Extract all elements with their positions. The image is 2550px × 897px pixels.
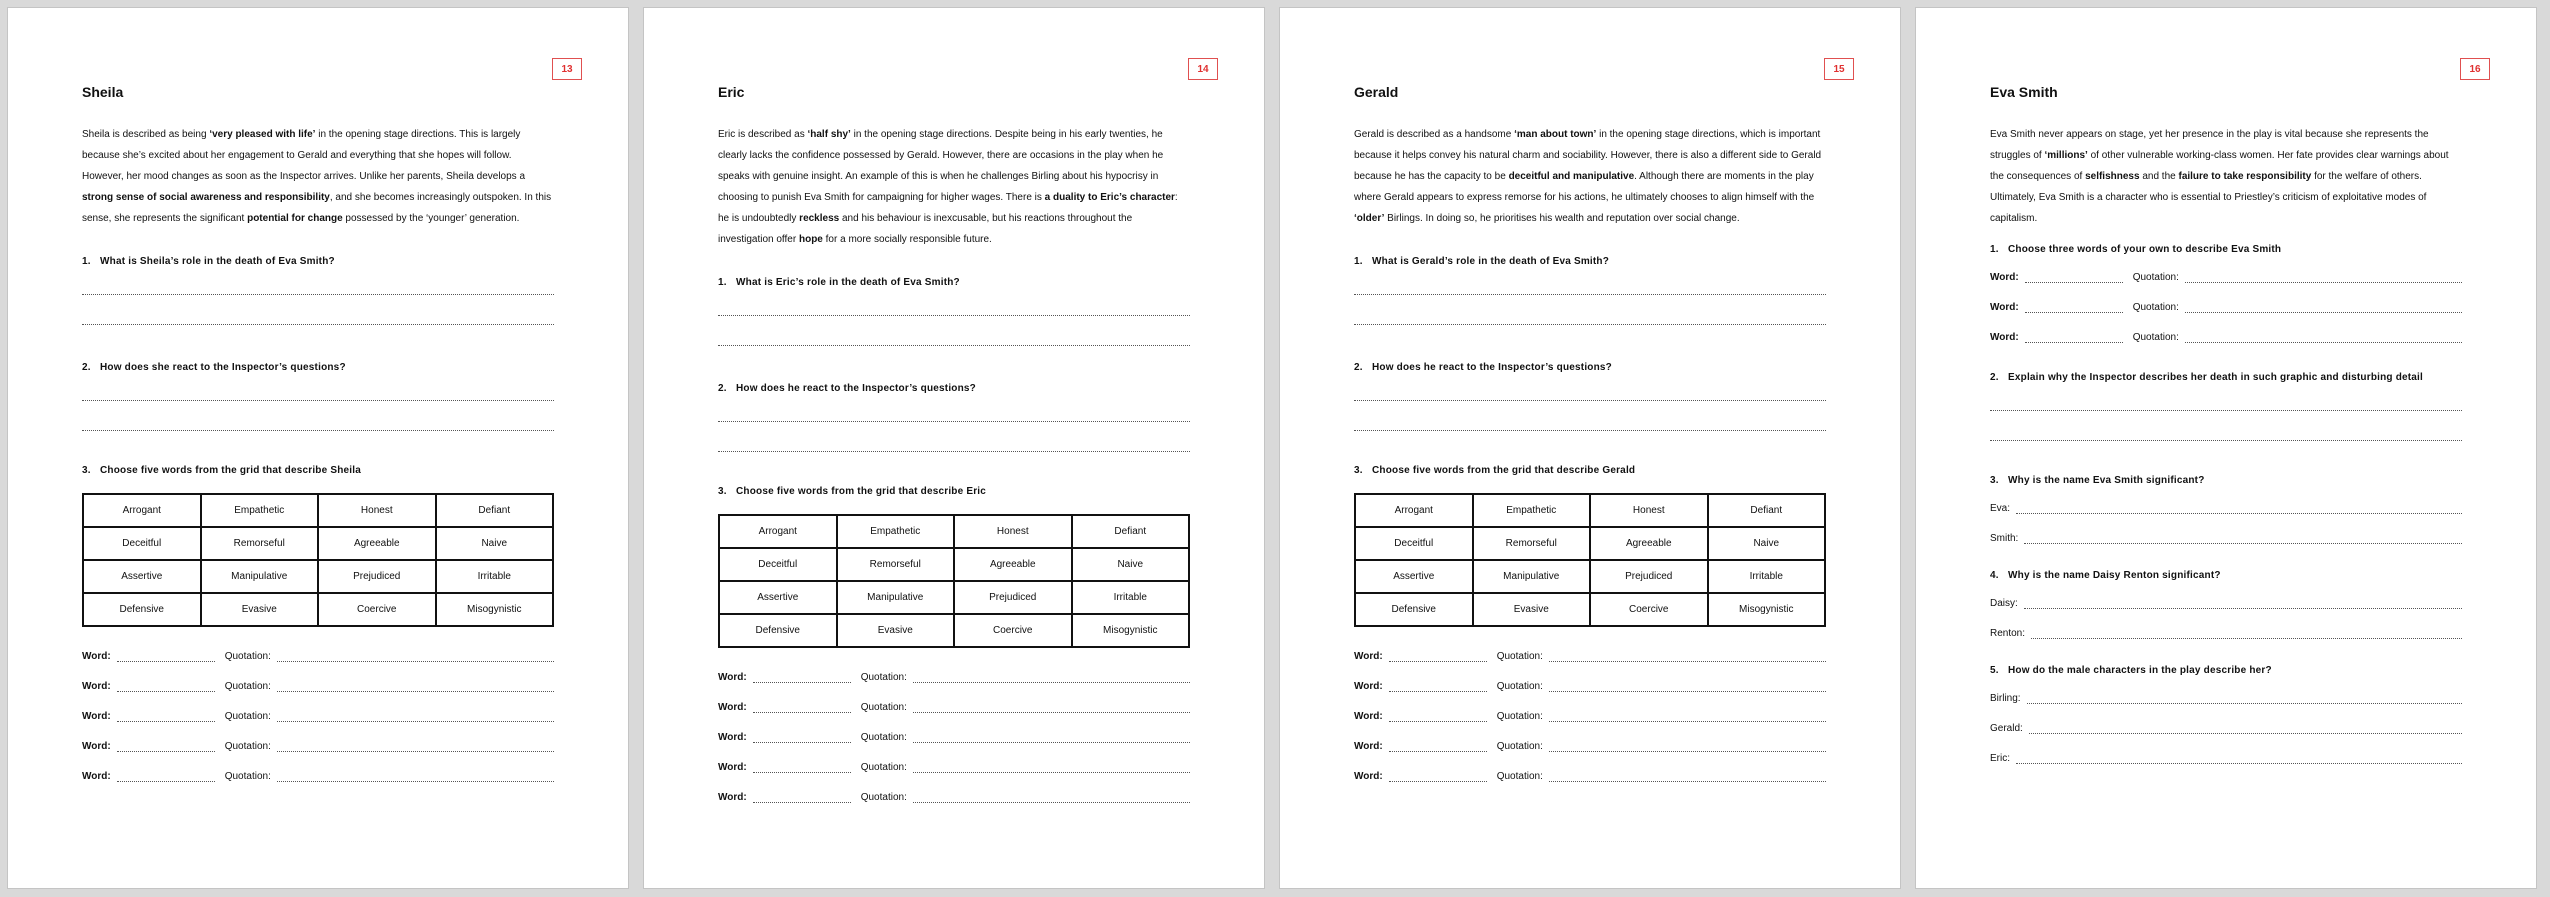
grid-word-cell[interactable]: Remorseful (201, 527, 319, 560)
page-number: 15 (1824, 58, 1854, 80)
word-label: Word: (718, 672, 747, 683)
word-answer-line[interactable] (753, 674, 851, 683)
word-quotation-row (1354, 740, 1826, 752)
answer-line[interactable] (1354, 400, 1826, 401)
quotation-answer-line[interactable] (277, 683, 554, 692)
grid-word-cell[interactable]: Misogynistic (1072, 614, 1190, 647)
intro-text: in the opening stage directions. This is largely because she’s excited about her engagement to Gerald and everything that she hopes will follow. However, her mood changes as soon as the Inspector arrives. Unlike her parents, Sheila develops a (82, 129, 526, 182)
labelled-answer-row (1990, 752, 2462, 764)
quotation-answer-line[interactable] (277, 653, 554, 662)
grid-word-cell[interactable]: Deceitful (83, 527, 201, 560)
question-number: 2. (718, 383, 727, 394)
question-text: How does he react to the Inspector’s questions? (1372, 362, 1612, 373)
answer-line[interactable] (82, 430, 554, 431)
word-label: Word: (1990, 302, 2019, 313)
grid-word-cell[interactable]: Arrogant (83, 494, 201, 527)
quotation-label: Quotation: (2132, 272, 2179, 283)
grid-word-cell[interactable]: Coercive (954, 614, 1072, 647)
grid-word-cell[interactable]: Remorseful (837, 548, 955, 581)
question-number: 4. (1990, 570, 1999, 581)
quotation-label: Quotation: (224, 711, 271, 722)
grid-word-cell[interactable]: Arrogant (1355, 494, 1473, 527)
character-title: Eva Smith (1990, 84, 2058, 100)
grid-row (83, 527, 553, 560)
quotation-label: Quotation: (224, 771, 271, 782)
intro-text: , and she becomes increasingly outspoken. In this sense, she represents the significant (82, 192, 552, 224)
grid-word-cell[interactable]: Assertive (719, 581, 837, 614)
question-name-eva-smith (1990, 475, 2462, 486)
page-eric (644, 8, 1264, 888)
grid-word-cell[interactable]: Coercive (1590, 593, 1708, 626)
question-number: 3. (718, 486, 727, 497)
word-label: Word: (1354, 711, 1383, 722)
word-label: Word: (1354, 741, 1383, 752)
grid-word-cell[interactable]: Naive (1708, 527, 1826, 560)
intro-text: and his behaviour is inexcusable, but his reactions throughout the investigation offer (718, 213, 1133, 245)
labelled-answer-row (1990, 692, 2462, 704)
question-text: Choose five words from the grid that describe Gerald (1372, 465, 1636, 476)
grid-row (719, 614, 1189, 647)
word-answer-line[interactable] (117, 683, 215, 692)
question-number: 1. (718, 277, 727, 288)
word-quotation-row (718, 671, 1190, 683)
character-intro (82, 124, 554, 229)
quotation-label: Quotation: (2132, 332, 2179, 343)
word-answer-line[interactable] (1389, 653, 1487, 662)
grid-word-cell[interactable]: Irritable (1072, 581, 1190, 614)
quotation-answer-line[interactable] (277, 713, 554, 722)
quotation-answer-line[interactable] (2185, 304, 2462, 313)
grid-word-cell[interactable]: Manipulative (837, 581, 955, 614)
word-answer-line[interactable] (2025, 304, 2123, 313)
character-intro (718, 124, 1190, 250)
answer-line[interactable] (2031, 630, 2462, 639)
word-label: Word: (1354, 771, 1383, 782)
answer-line[interactable] (1354, 430, 1826, 431)
quotation-answer-line[interactable] (277, 773, 554, 782)
word-label: Word: (82, 651, 111, 662)
quotation-label: Quotation: (1496, 711, 1543, 722)
intro-text: . Although there are moments in the play where Gerald appears to express remorse for his actions, he ultimately chooses to align himself with the (1354, 171, 1815, 203)
answer-label: Eva: (1990, 503, 2011, 514)
word-label: Word: (718, 702, 747, 713)
question-text: How do the male characters in the play describe her? (2008, 665, 2272, 676)
emphasis-text: strong sense of social awareness and responsibility (82, 192, 330, 203)
grid-row (1355, 494, 1825, 527)
question-role (82, 256, 554, 267)
word-quotation-row (1354, 710, 1826, 722)
quotation-answer-line[interactable] (913, 674, 1190, 683)
page-number: 14 (1188, 58, 1218, 80)
word-answer-line[interactable] (1389, 773, 1487, 782)
grid-word-cell[interactable]: Agreeable (1590, 527, 1708, 560)
question-number: 1. (1354, 256, 1363, 267)
emphasis-text: ‘man about town’ (1514, 129, 1597, 140)
question-text: Choose three words of your own to describe Eva Smith (2008, 244, 2282, 255)
question-text: What is Gerald’s role in the death of Eva Smith? (1372, 256, 1610, 267)
word-quotation-row (82, 680, 554, 692)
word-answer-line[interactable] (1389, 743, 1487, 752)
quotation-label: Quotation: (224, 651, 271, 662)
word-answer-line[interactable] (753, 734, 851, 743)
answer-label: Smith: (1990, 533, 2019, 544)
page-eva-smith (1916, 8, 2536, 888)
page-number: 16 (2460, 58, 2490, 80)
quotation-label: Quotation: (224, 681, 271, 692)
question-own-words (1990, 244, 2462, 255)
emphasis-text: hope (798, 234, 823, 245)
grid-row (719, 548, 1189, 581)
question-text: Why is the name Eva Smith significant? (2008, 475, 2205, 486)
emphasis-text: ‘very pleased with life’ (209, 129, 316, 140)
answer-line[interactable] (1990, 440, 2462, 441)
quotation-answer-line[interactable] (1549, 773, 1826, 782)
word-quotation-row (1354, 650, 1826, 662)
answer-line[interactable] (1354, 324, 1826, 325)
quotation-answer-line[interactable] (913, 764, 1190, 773)
quotation-label: Quotation: (1496, 681, 1543, 692)
word-answer-line[interactable] (2025, 274, 2123, 283)
word-answer-line[interactable] (1389, 683, 1487, 692)
grid-word-cell[interactable]: Defensive (1355, 593, 1473, 626)
page-gerald (1280, 8, 1900, 888)
word-quotation-row (718, 731, 1190, 743)
grid-word-cell[interactable]: Defiant (436, 494, 554, 527)
grid-word-cell[interactable]: Evasive (1473, 593, 1591, 626)
intro-text: Gerald is described as a handsome (1354, 129, 1515, 140)
answer-line[interactable] (2016, 505, 2462, 514)
question-reaction (82, 362, 554, 373)
question-number: 3. (1354, 465, 1363, 476)
word-answer-line[interactable] (2025, 334, 2123, 343)
emphasis-text: ‘millions’ (2044, 150, 2088, 161)
question-number: 1. (1990, 244, 1999, 255)
grid-word-cell[interactable]: Defiant (1072, 515, 1190, 548)
word-label: Word: (82, 741, 111, 752)
intro-text: of other vulnerable working-class women. Her fate provides clear warnings about the consequences of (1990, 150, 2449, 182)
question-choose-words (1354, 465, 1826, 476)
character-title: Gerald (1354, 84, 1399, 100)
grid-word-cell[interactable]: Naive (436, 527, 554, 560)
quotation-label: Quotation: (860, 732, 907, 743)
word-label: Word: (1990, 272, 2019, 283)
word-answer-line[interactable] (753, 794, 851, 803)
answer-line[interactable] (718, 345, 1190, 346)
grid-word-cell[interactable]: Honest (954, 515, 1072, 548)
grid-word-cell[interactable]: Assertive (83, 560, 201, 593)
labelled-answer-row (1990, 532, 2462, 544)
grid-word-cell[interactable]: Prejudiced (1590, 560, 1708, 593)
grid-word-cell[interactable]: Prejudiced (954, 581, 1072, 614)
quotation-answer-line[interactable] (913, 734, 1190, 743)
word-label: Word: (718, 762, 747, 773)
word-quotation-row (718, 791, 1190, 803)
grid-word-cell[interactable]: Empathetic (1473, 494, 1591, 527)
question-text: How does she react to the Inspector’s questions? (100, 362, 346, 373)
labelled-answer-row (1990, 722, 2462, 734)
question-number: 2. (82, 362, 91, 373)
question-number: 2. (1354, 362, 1363, 373)
intro-text: in the opening stage directions, which is important because it helps convey his natural charm and sociability. However, there is also a different side to Gerald because he has the capacity to be (1354, 129, 1822, 182)
emphasis-text: reckless (799, 213, 840, 224)
grid-row (1355, 560, 1825, 593)
grid-word-cell[interactable]: Misogynistic (436, 593, 554, 626)
word-label: Word: (82, 681, 111, 692)
labelled-answer-row (1990, 627, 2462, 639)
grid-word-cell[interactable]: Evasive (837, 614, 955, 647)
answer-line[interactable] (2029, 725, 2462, 734)
question-text: Explain why the Inspector describes her death in such graphic and disturbing detail (2008, 372, 2424, 383)
intro-text: for a more socially responsible future. (822, 234, 992, 245)
answer-label: Eric: (1990, 753, 2010, 764)
emphasis-text: selfishness (2085, 171, 2140, 182)
grid-word-cell[interactable]: Empathetic (201, 494, 319, 527)
quotation-answer-line[interactable] (1549, 743, 1826, 752)
grid-word-cell[interactable]: Agreeable (954, 548, 1072, 581)
quotation-label: Quotation: (224, 741, 271, 752)
grid-word-cell[interactable]: Empathetic (837, 515, 955, 548)
word-label: Word: (82, 711, 111, 722)
word-answer-line[interactable] (1389, 713, 1487, 722)
grid-word-cell[interactable]: Coercive (318, 593, 436, 626)
word-answer-line[interactable] (117, 653, 215, 662)
grid-row (83, 494, 553, 527)
question-number: 2. (1990, 372, 1999, 383)
quotation-answer-line[interactable] (913, 704, 1190, 713)
question-text: What is Eric’s role in the death of Eva Smith? (736, 277, 960, 288)
quotation-label: Quotation: (2132, 302, 2179, 313)
answer-line[interactable] (718, 315, 1190, 316)
quotation-label: Quotation: (860, 762, 907, 773)
word-label: Word: (1990, 332, 2019, 343)
labelled-answer-row (1990, 502, 2462, 514)
grid-word-cell[interactable]: Evasive (201, 593, 319, 626)
intro-text: in the opening stage directions. Despite being in his early twenties, he clearly lacks the confidence possessed by Gerald. However, there are occasions in the play when he speaks with genuine insight. An example of this is when he challenges Birling about his hypocrisy in choosing to punish Eva Smith for campaigning for higher wages. There is (718, 129, 1164, 203)
quotation-label: Quotation: (860, 702, 907, 713)
quotation-label: Quotation: (1496, 651, 1543, 662)
question-text: Choose five words from the grid that describe Eric (736, 486, 987, 497)
question-inspector-detail (1990, 372, 2462, 383)
grid-row (719, 581, 1189, 614)
answer-line[interactable] (82, 324, 554, 325)
word-label: Word: (718, 792, 747, 803)
grid-word-cell[interactable]: Defensive (719, 614, 837, 647)
word-quotation-row (1990, 271, 2462, 283)
intro-text: and the (2139, 171, 2179, 182)
grid-word-cell[interactable]: Agreeable (318, 527, 436, 560)
question-number: 1. (82, 256, 91, 267)
word-quotation-row (1354, 680, 1826, 692)
page-number: 13 (552, 58, 582, 80)
quotation-answer-line[interactable] (277, 743, 554, 752)
grid-word-cell[interactable]: Deceitful (1355, 527, 1473, 560)
answer-line[interactable] (1990, 410, 2462, 411)
character-title: Eric (718, 84, 745, 100)
grid-word-cell[interactable]: Irritable (436, 560, 554, 593)
quotation-answer-line[interactable] (1549, 713, 1826, 722)
word-quotation-row (82, 650, 554, 662)
word-quotation-row (1990, 301, 2462, 313)
question-number: 5. (1990, 665, 1999, 676)
character-intro (1354, 124, 1826, 229)
quotation-answer-line[interactable] (2185, 274, 2462, 283)
grid-word-cell[interactable]: Naive (1072, 548, 1190, 581)
answer-line[interactable] (2024, 600, 2462, 609)
word-label: Word: (82, 771, 111, 782)
word-grid (1354, 493, 1826, 627)
emphasis-text: ‘older’ (1354, 213, 1385, 224)
grid-row (719, 515, 1189, 548)
emphasis-text: ‘half shy’ (807, 129, 851, 140)
question-number: 3. (1990, 475, 1999, 486)
question-role (1354, 256, 1826, 267)
intro-text: Sheila is described as being (82, 129, 210, 140)
character-title: Sheila (82, 84, 124, 100)
grid-word-cell[interactable]: Honest (1590, 494, 1708, 527)
answer-line[interactable] (2024, 535, 2462, 544)
grid-word-cell[interactable]: Manipulative (1473, 560, 1591, 593)
question-role (718, 277, 1190, 288)
answer-label: Birling: (1990, 693, 2021, 704)
grid-word-cell[interactable]: Assertive (1355, 560, 1473, 593)
question-number: 3. (82, 465, 91, 476)
grid-row (1355, 527, 1825, 560)
answer-line[interactable] (82, 400, 554, 401)
word-label: Word: (718, 732, 747, 743)
word-label: Word: (1354, 651, 1383, 662)
grid-word-cell[interactable]: Honest (318, 494, 436, 527)
grid-word-cell[interactable]: Arrogant (719, 515, 837, 548)
question-reaction (718, 383, 1190, 394)
intro-text: for the welfare of others. Ultimately, Eva Smith is a character who is essential to Priestley’s criticism of exploitative modes of capitalism. (1990, 171, 2427, 224)
word-answer-line[interactable] (117, 773, 215, 782)
intro-text: Eric is described as (718, 129, 808, 140)
word-quotation-row (82, 770, 554, 782)
question-name-daisy-renton (1990, 570, 2462, 581)
word-quotation-row (1990, 331, 2462, 343)
word-quotation-row (718, 701, 1190, 713)
quotation-answer-line[interactable] (2185, 334, 2462, 343)
answer-line[interactable] (1354, 294, 1826, 295)
word-quotation-row (82, 740, 554, 752)
answer-line[interactable] (718, 451, 1190, 452)
answer-line[interactable] (2016, 755, 2462, 764)
grid-row (83, 593, 553, 626)
question-text: Choose five words from the grid that describe Sheila (100, 465, 362, 476)
quotation-label: Quotation: (1496, 741, 1543, 752)
word-quotation-row (1354, 770, 1826, 782)
emphasis-text: a duality to Eric’s character (1044, 192, 1175, 203)
word-label: Word: (1354, 681, 1383, 692)
word-quotation-row (718, 761, 1190, 773)
grid-word-cell[interactable]: Remorseful (1473, 527, 1591, 560)
emphasis-text: deceitful and manipulative (1508, 171, 1635, 182)
quotation-label: Quotation: (1496, 771, 1543, 782)
word-answer-line[interactable] (753, 764, 851, 773)
answer-label: Gerald: (1990, 723, 2023, 734)
answer-line[interactable] (718, 421, 1190, 422)
answer-label: Renton: (1990, 628, 2026, 639)
grid-row (1355, 593, 1825, 626)
question-reaction (1354, 362, 1826, 373)
grid-word-cell[interactable]: Irritable (1708, 560, 1826, 593)
quotation-answer-line[interactable] (1549, 683, 1826, 692)
intro-text: Birlings. In doing so, he prioritises his wealth and reputation over social change. (1384, 213, 1740, 224)
quotation-label: Quotation: (860, 792, 907, 803)
grid-word-cell[interactable]: Misogynistic (1708, 593, 1826, 626)
word-answer-line[interactable] (117, 713, 215, 722)
intro-text: Eva Smith never appears on stage, yet her presence in the play is vital because she represents the struggles of (1990, 129, 2429, 161)
grid-word-cell[interactable]: Deceitful (719, 548, 837, 581)
quotation-label: Quotation: (860, 672, 907, 683)
emphasis-text: failure to take responsibility (2178, 171, 2312, 182)
question-text: How does he react to the Inspector’s questions? (736, 383, 976, 394)
intro-text: : he is undoubtedly (718, 192, 1178, 224)
character-intro (1990, 124, 2462, 229)
emphasis-text: potential for change (247, 213, 343, 224)
grid-word-cell[interactable]: Manipulative (201, 560, 319, 593)
grid-word-cell[interactable]: Defiant (1708, 494, 1826, 527)
word-answer-line[interactable] (753, 704, 851, 713)
quotation-answer-line[interactable] (1549, 653, 1826, 662)
question-choose-words (82, 465, 554, 476)
word-answer-line[interactable] (117, 743, 215, 752)
answer-line[interactable] (2027, 695, 2462, 704)
question-text: Why is the name Daisy Renton significant? (2008, 570, 2221, 581)
word-grid (718, 514, 1190, 648)
question-male-characters (1990, 665, 2462, 676)
intro-text: possessed by the ‘younger’ generation. (342, 213, 520, 224)
word-quotation-row (82, 710, 554, 722)
labelled-answer-row (1990, 597, 2462, 609)
answer-line[interactable] (82, 294, 554, 295)
quotation-answer-line[interactable] (913, 794, 1190, 803)
word-grid (82, 493, 554, 627)
grid-word-cell[interactable]: Defensive (83, 593, 201, 626)
question-text: What is Sheila’s role in the death of Eva Smith? (100, 256, 335, 267)
grid-word-cell[interactable]: Prejudiced (318, 560, 436, 593)
answer-label: Daisy: (1990, 598, 2018, 609)
page-sheila (8, 8, 628, 888)
grid-row (83, 560, 553, 593)
question-choose-words (718, 486, 1190, 497)
